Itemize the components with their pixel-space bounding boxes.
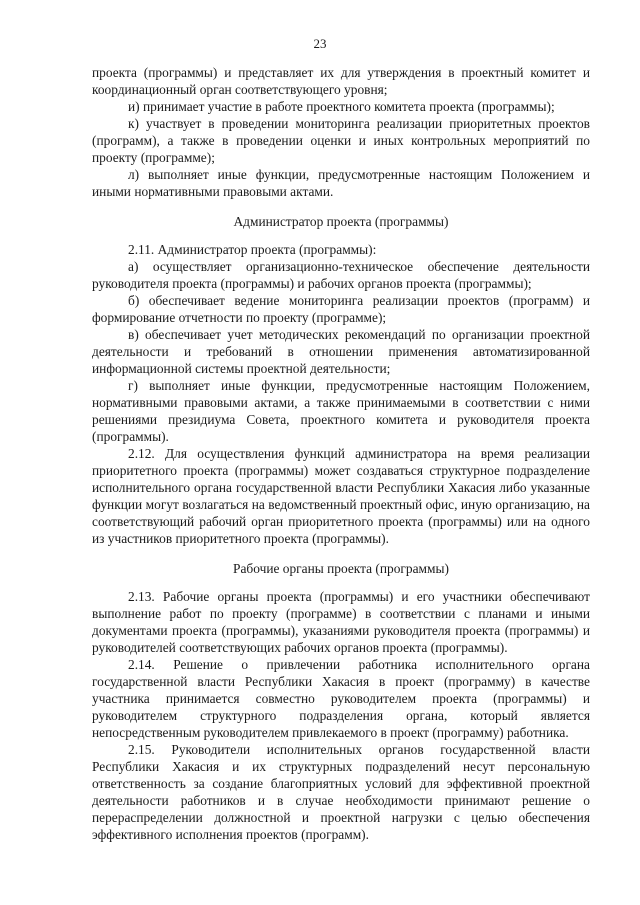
paragraph: а) осуществляет организационно-техническое обеспечение деятельности руководителя проекта (программы) и рабочих органов проекта (программы); <box>92 259 590 291</box>
paragraph: 2.12. Для осуществления функций администратора на время реализации приоритетного проекта (программы) может создаваться структурное подразделение исполнительного органа государственной власти Республики Хакасия либо указанные функции могут возлагаться на ведомственный проектный офис, иную организацию, на соответствующий рабочий орган приоритетного проекта (программы) или на одного из участников приоритетного проекта (программы). <box>92 446 590 546</box>
paragraph: 2.11. Администратор проекта (программы): <box>128 242 377 257</box>
paragraph: проекта (программы) и представляет их для утверждения в проектный комитет и координационный орган соответствующего уровня; <box>92 65 590 97</box>
paragraph: г) выполняет иные функции, предусмотренные настоящим Положением, нормативными правовыми актами, а также принимаемыми в соответствии с ними решениями президиума Совета, проектного комитета и руководителя проекта (программы). <box>92 378 590 444</box>
paragraph: 2.15. Руководители исполнительных органов государственной власти Республики Хакасия и их структурных подразделений несут персональную ответственность за создание благоприятных условий для эффективной проектной деятельности работников и в случае необходимости принимают решение о перераспределении должностной и проектной нагрузки с целью обеспечения эффективного исполнения проектов (программ). <box>92 742 590 842</box>
section-heading-administrator: Администратор проекта (программы) <box>233 214 449 229</box>
paragraph: б) обеспечивает ведение мониторинга реализации проектов (программ) и формирование отчетности по проекту (программе); <box>92 293 590 325</box>
section-working-bodies <box>92 588 590 843</box>
paragraph: в) обеспечивает учет методических рекомендаций по организации проектной деятельности и требований в отношении применения автоматизированной информационной системы проектной деятельности; <box>92 327 590 376</box>
paragraph: л) выполняет иные функции, предусмотренные настоящим Положением и иными нормативными правовыми актами. <box>92 167 590 199</box>
section-heading-working-bodies: Рабочие органы проекта (программы) <box>233 561 449 576</box>
paragraph: 2.14. Решение о привлечении работника исполнительного органа государственной власти Республики Хакасия в проект (программу) в качестве участника принимается совместно руководителем проекта (программы) и руководителем структурного подразделения органа, который является непосредственным руководителем привлекаемого в проект (программу) работника. <box>92 657 590 740</box>
paragraph: к) участвует в проведении мониторинга реализации приоритетных проектов (программ), а также в проведении оценки и иных контрольных мероприятий по проекту (программе); <box>92 116 590 165</box>
section-administrator <box>92 241 590 547</box>
document-body <box>92 64 590 843</box>
paragraph: 2.13. Рабочие органы проекта (программы) и его участники обеспечивают выполнение работ по проекту (программе) в соответствии с планами и иными документами проекта (программы), указаниями руководителя проекта (программы) и руководителей соответствующих рабочих органов проекта (программы). <box>92 589 590 655</box>
section-intro <box>92 64 590 200</box>
page-number: 23 <box>313 36 327 51</box>
paragraph: и) принимает участие в работе проектного комитета проекта (программы); <box>128 99 555 114</box>
